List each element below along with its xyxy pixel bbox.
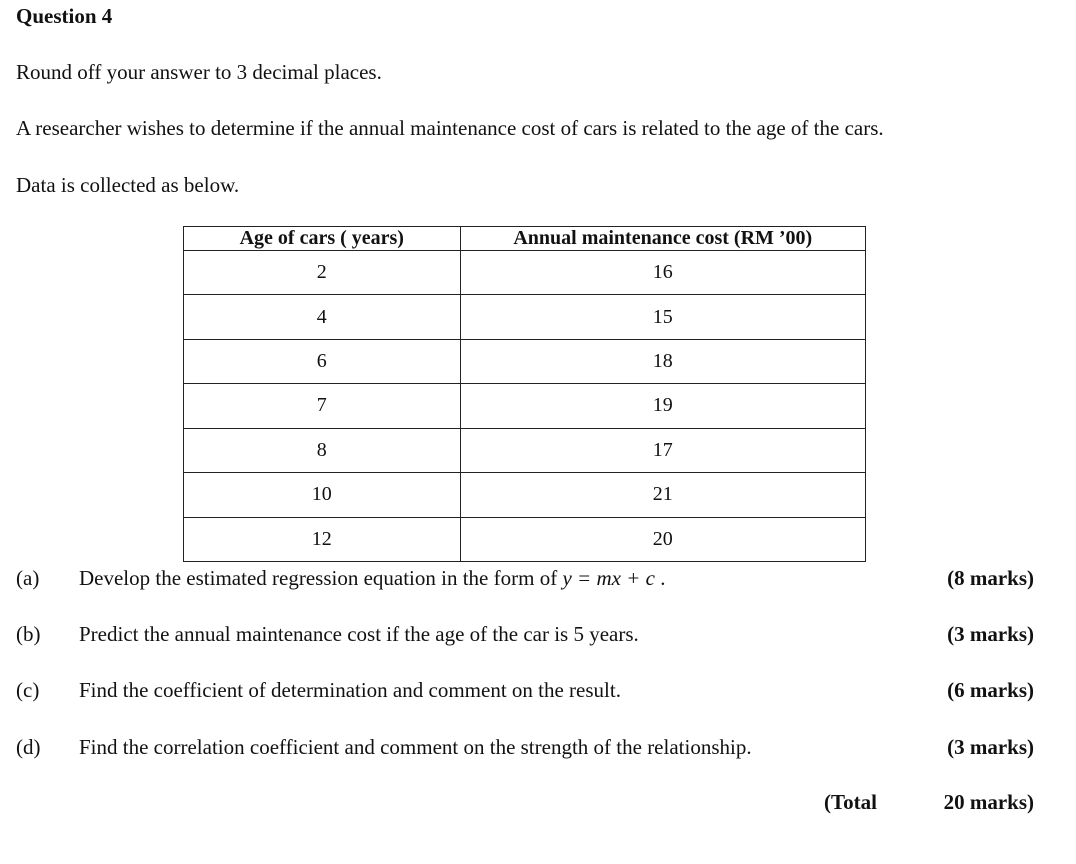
table-row [184, 384, 866, 428]
header-cost: Annual maintenance cost (RM ’00) [460, 227, 865, 251]
part-a-label: (a) [16, 566, 40, 590]
part-a-marks: (8 marks) [947, 566, 1034, 590]
table-header-row [184, 227, 866, 251]
regression-equation: y = mx + c [562, 566, 655, 590]
part-b-marks: (3 marks) [947, 622, 1034, 646]
cell-age: 6 [184, 339, 461, 383]
table-row [184, 517, 866, 561]
total-label: (Total [824, 790, 877, 814]
cell-age: 8 [184, 428, 461, 472]
part-c-label: (c) [16, 678, 40, 702]
cell-age: 2 [184, 251, 461, 295]
context-text: A researcher wishes to determine if the annual maintenance cost of cars is related to the age of the cars. [16, 116, 884, 140]
cell-cost: 15 [460, 295, 865, 339]
part-a-text [79, 566, 665, 591]
header-age: Age of cars ( years) [184, 227, 461, 251]
cell-age: 10 [184, 473, 461, 517]
cell-age: 7 [184, 384, 461, 428]
data-table [183, 226, 866, 562]
part-c-marks: (6 marks) [947, 678, 1034, 702]
cell-age: 4 [184, 295, 461, 339]
table-row [184, 428, 866, 472]
data-intro-text: Data is collected as below. [16, 173, 240, 197]
question-title: Question 4 [16, 4, 113, 28]
cell-cost: 20 [460, 517, 865, 561]
cell-cost: 17 [460, 428, 865, 472]
part-d-marks: (3 marks) [947, 735, 1034, 759]
cell-cost: 18 [460, 339, 865, 383]
cell-cost: 16 [460, 251, 865, 295]
part-a-text-end: . [654, 566, 666, 590]
part-a-question: Develop the estimated regression equation in the form of [79, 566, 563, 590]
part-b-text: Predict the annual maintenance cost if the age of the car is 5 years. [79, 622, 639, 646]
table-row [184, 339, 866, 383]
table-row [184, 473, 866, 517]
table-row [184, 251, 866, 295]
cell-cost: 21 [460, 473, 865, 517]
cell-age: 12 [184, 517, 461, 561]
part-d-text: Find the correlation coefficient and comment on the strength of the relationship. [79, 735, 752, 759]
part-b-label: (b) [16, 622, 41, 646]
part-d-label: (d) [16, 735, 41, 759]
total-marks: 20 marks) [943, 790, 1034, 814]
table-row [184, 295, 866, 339]
instruction-text: Round off your answer to 3 decimal places. [16, 60, 382, 84]
part-c-text: Find the coefficient of determination and comment on the result. [79, 678, 621, 702]
cell-cost: 19 [460, 384, 865, 428]
